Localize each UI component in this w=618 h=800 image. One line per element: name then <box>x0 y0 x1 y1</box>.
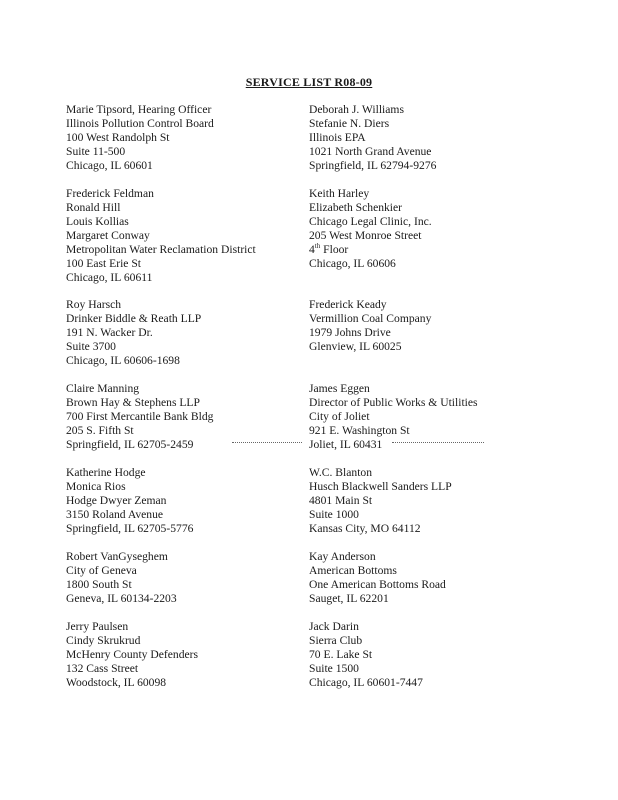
entry-line: Claire Manning <box>66 382 140 395</box>
entry-line: 3150 Roland Avenue <box>66 508 164 521</box>
entry-line-floor: 4th Floor <box>309 242 349 256</box>
entry-line: Chicago, IL 60601-7447 <box>309 676 423 689</box>
entry-line: Suite 1500 <box>309 662 359 675</box>
service-entry-manning <box>66 382 213 452</box>
entry-line: 205 West Monroe Street <box>309 229 422 242</box>
entry-line: One American Bottoms Road <box>309 578 446 591</box>
entry-line: Roy Harsch <box>66 298 122 311</box>
entry-line: Hodge Dwyer Zeman <box>66 494 167 507</box>
entry-line: Suite 1000 <box>309 508 359 521</box>
entry-line: 700 First Mercantile Bank Bldg <box>66 410 214 423</box>
entry-line: Chicago, IL 60611 <box>66 271 153 284</box>
entry-line: 1979 Johns Drive <box>309 326 391 339</box>
entry-line: American Bottoms <box>309 564 397 577</box>
entry-line: Chicago, IL 60601 <box>66 159 153 172</box>
entry-line: Frederick Keady <box>309 298 387 311</box>
scan-dotted-mark <box>232 440 302 443</box>
entry-line: 1800 South St <box>66 578 132 591</box>
entry-line: 100 West Randolph St <box>66 131 170 144</box>
entry-line: Joliet, IL 60431 <box>309 438 383 451</box>
entry-line: Deborah J. Williams <box>309 103 404 116</box>
service-entry-harsch <box>66 298 201 368</box>
service-entry-hodge <box>66 466 193 536</box>
entry-line: Springfield, IL 62705-2459 <box>66 438 194 451</box>
service-entry-harley <box>309 187 432 271</box>
entry-line: Sauget, IL 62201 <box>309 592 389 605</box>
entry-line: W.C. Blanton <box>309 466 373 479</box>
service-entry-feldman <box>66 187 256 285</box>
entry-line: Kay Anderson <box>309 550 376 563</box>
entry-line: 921 E. Washington St <box>309 424 410 437</box>
entry-line: Director of Public Works & Utilities <box>309 396 478 409</box>
entry-line: Monica Rios <box>66 480 126 493</box>
service-entry-darin <box>309 620 423 690</box>
entry-line: Springfield, IL 62794-9276 <box>309 159 437 172</box>
entry-line: Elizabeth Schenkier <box>309 201 403 214</box>
service-entry-blanton <box>309 466 452 536</box>
entry-line: 1021 North Grand Avenue <box>309 145 432 158</box>
entry-line: 4801 Main St <box>309 494 373 507</box>
entry-line: Vermillion Coal Company <box>309 312 432 325</box>
entry-line: McHenry County Defenders <box>66 648 199 661</box>
entry-line: Illinois Pollution Control Board <box>66 117 214 130</box>
entry-line: Margaret Conway <box>66 229 150 242</box>
entry-line: Louis Kollias <box>66 215 129 228</box>
service-entry-paulsen <box>66 620 198 690</box>
entry-line: Glenview, IL 60025 <box>309 340 402 353</box>
scan-dotted-mark <box>392 440 484 443</box>
entry-line: Metropolitan Water Reclamation District <box>66 243 256 256</box>
entry-line: Suite 3700 <box>66 340 116 353</box>
page-title: SERVICE LIST R08-09 <box>245 75 373 89</box>
entry-line: 191 N. Wacker Dr. <box>66 326 153 339</box>
entry-line: James Eggen <box>309 382 370 395</box>
service-entry-keady <box>309 298 431 354</box>
entry-line: Chicago, IL 60606 <box>309 257 396 270</box>
entry-line: Drinker Biddle & Reath LLP <box>66 312 202 325</box>
entry-line: Frederick Feldman <box>66 187 154 200</box>
entry-line: Stefanie N. Diers <box>309 117 390 130</box>
entry-line: 70 E. Lake St <box>309 648 373 661</box>
entry-line: Jack Darin <box>309 620 359 633</box>
entry-line: Woodstock, IL 60098 <box>66 676 167 689</box>
entry-line: Geneva, IL 60134-2203 <box>66 592 177 605</box>
entry-line: Ronald Hill <box>66 201 121 214</box>
entry-line: Suite 11-500 <box>66 145 126 158</box>
service-entry-vangyseghem <box>66 550 177 606</box>
entry-line: Chicago, IL 60606-1698 <box>66 354 180 367</box>
service-entry-williams <box>309 103 436 173</box>
entry-line: City of Geneva <box>66 564 137 577</box>
entry-line: Robert VanGyseghem <box>66 550 168 563</box>
entry-line: Katherine Hodge <box>66 466 146 479</box>
service-entry-anderson <box>309 550 446 606</box>
entry-line: Husch Blackwell Sanders LLP <box>309 480 452 493</box>
entry-line: 205 S. Fifth St <box>66 424 134 437</box>
entry-line: Springfield, IL 62705-5776 <box>66 522 194 535</box>
entry-line: 132 Cass Street <box>66 662 139 675</box>
entry-line: Illinois EPA <box>309 131 366 144</box>
entry-line: Marie Tipsord, Hearing Officer <box>66 103 212 116</box>
entry-line: Sierra Club <box>309 634 363 647</box>
service-entry-tipsord <box>66 103 214 173</box>
entry-line: 100 East Erie St <box>66 257 142 270</box>
entry-line: City of Joliet <box>309 410 370 423</box>
entry-line: Brown Hay & Stephens LLP <box>66 396 200 409</box>
entry-line: Keith Harley <box>309 187 370 200</box>
entry-line: Kansas City, MO 64112 <box>309 522 421 535</box>
entry-line: Cindy Skrukrud <box>66 634 141 647</box>
entry-line: Jerry Paulsen <box>66 620 129 633</box>
entry-line: Chicago Legal Clinic, Inc. <box>309 215 432 228</box>
